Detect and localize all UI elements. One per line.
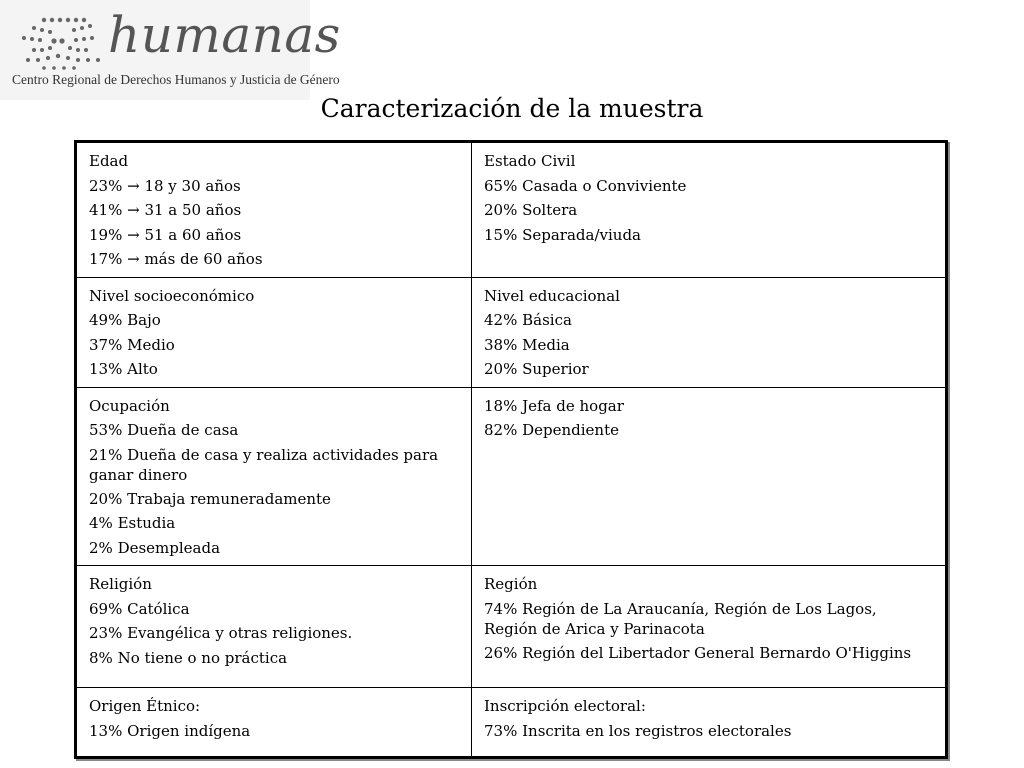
cell-line: Nivel educacional (484, 286, 620, 305)
cell-line: 19% → 51 a 60 años (89, 225, 242, 244)
table-cell (76, 142, 472, 278)
cell-line: 65% Casada o Conviviente (484, 176, 687, 195)
table-cell (76, 387, 472, 566)
table-row (76, 142, 947, 278)
cell-line: 69% Católica (89, 599, 190, 618)
cell-line: Inscripción electoral: (484, 697, 646, 715)
cell-line: 23% Evangélica y otras religiones. (89, 624, 353, 642)
cell-line: 23% → 18 y 30 años (89, 176, 241, 195)
cell-line: 8% No tiene o no práctica (89, 648, 288, 667)
table-row (76, 387, 947, 566)
cell-line: Edad (89, 152, 129, 170)
table-row (76, 566, 947, 688)
cell-line: 20% Soltera (484, 201, 578, 219)
cell-line: 20% Trabaja remuneradamente (89, 489, 331, 508)
logo-brand: humanas (108, 6, 341, 64)
page-title: Caracterización de la muestra (320, 94, 704, 123)
table-row (76, 277, 947, 387)
cell-line: Origen Étnico: (89, 697, 201, 715)
cell-line: 20% Superior (484, 360, 589, 378)
table-cell (76, 277, 472, 387)
table-cell (472, 142, 947, 278)
cell-line: 49% Bajo (89, 311, 161, 329)
cell-line: Región (484, 575, 538, 593)
cell-line: 21% Dueña de casa y realiza actividades para ganar dinero (89, 445, 439, 484)
table-cell (76, 688, 472, 758)
cell-line: 13% Origen indígena (89, 721, 251, 740)
cell-line: Nivel socioeconómico (89, 286, 255, 305)
cell-line: 82% Dependiente (484, 421, 619, 439)
cell-line: 74% Región de La Araucanía, Región de Los Lagos, Región de Arica y Parinacota (484, 599, 877, 638)
table-row (76, 688, 947, 758)
logo-tagline: Centro Regional de Derechos Humanos y Justicia de Género (12, 72, 340, 87)
cell-line: 15% Separada/viuda (484, 225, 641, 244)
cell-line: 38% Media (484, 335, 570, 354)
cell-line: 42% Básica (484, 311, 572, 329)
logo (0, 0, 341, 100)
cell-line: 37% Medio (89, 335, 175, 354)
cell-line: 18% Jefa de hogar (484, 396, 624, 415)
cell-line: 4% Estudia (89, 514, 176, 532)
table-cell (472, 387, 947, 566)
cell-line: 13% Alto (89, 360, 158, 378)
cell-line: 41% → 31 a 50 años (89, 201, 242, 219)
cell-line: Estado Civil (484, 152, 576, 170)
table-cell (472, 688, 947, 758)
cell-line: 73% Inscrita en los registros electorales (484, 721, 792, 740)
cell-line: Ocupación (89, 396, 170, 415)
sample-table (74, 140, 948, 759)
table-cell (472, 566, 947, 688)
table-cell (472, 277, 947, 387)
table-cell (76, 566, 472, 688)
dotted-star-icon (14, 14, 104, 74)
cell-line: 53% Dueña de casa (89, 421, 239, 439)
cell-line: Religión (89, 575, 152, 593)
cell-line: 2% Desempleada (89, 538, 221, 557)
cell-line: 26% Región del Libertador General Bernardo O'Higgins (484, 643, 912, 662)
cell-line: 17% → más de 60 años (89, 250, 263, 268)
